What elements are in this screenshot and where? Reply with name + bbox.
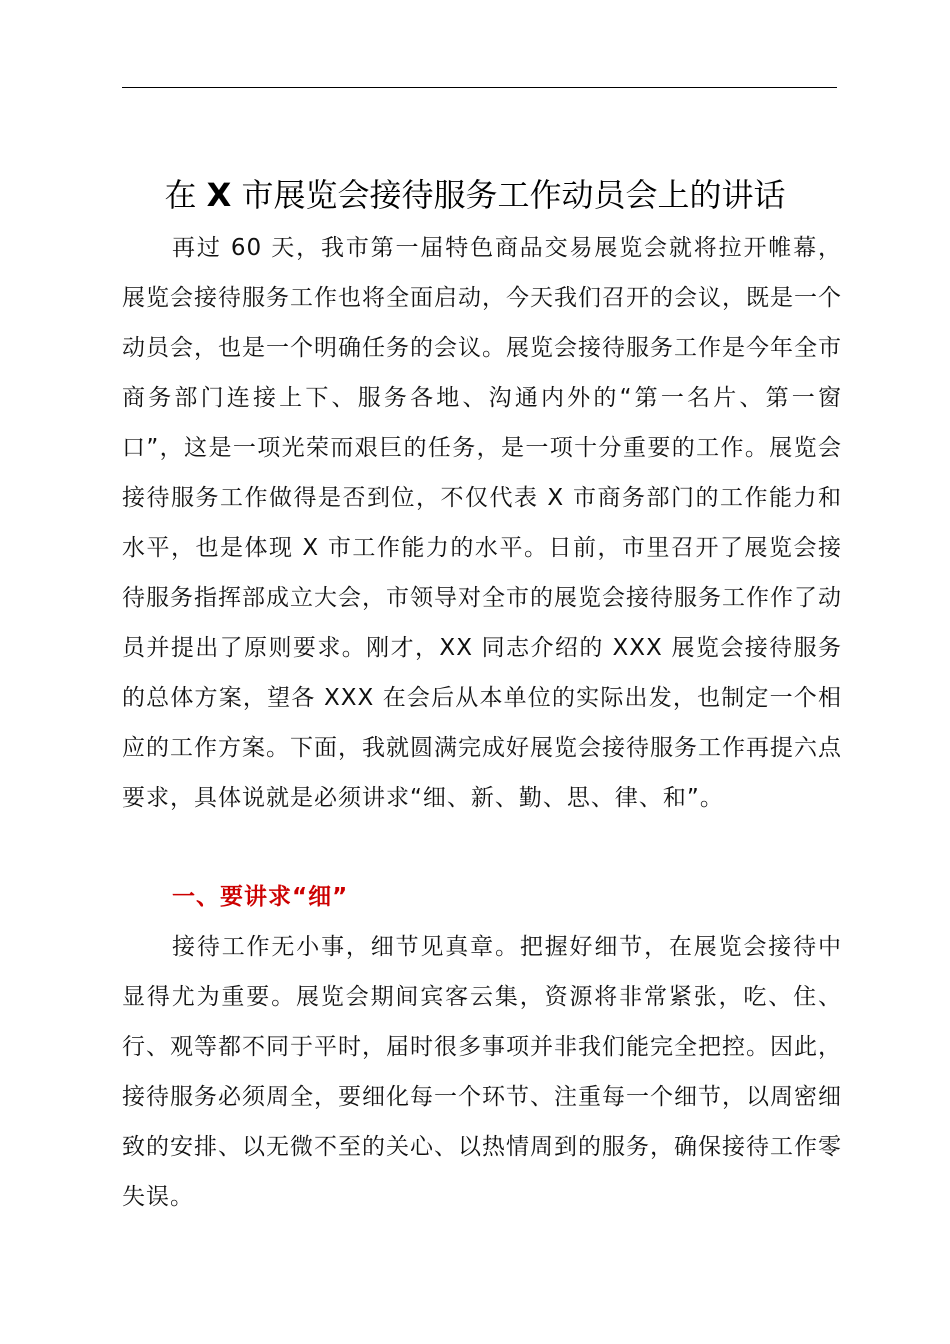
paragraph-section-1: 接待工作无小事，细节见真章。把握好细节，在展览会接待中显得尤为重要。展览会期间宾客云集，资源将非常紧张，吃、住、行、观等都不同于平时，届时很多事项并非我们能完全把控。因此，接待服务必须周全，要细化每一个环节、注重每一个细节，以周密细致的安排、以无微不至的关心、以热情周到的服务，确保接待工作零失误。 xyxy=(122,934,842,1210)
paragraph-intro: 再过 60 天，我市第一届特色商品交易展览会就将拉开帷幕，展览会接待服务工作也将全面启动，今天我们召开的会议，既是一个动员会，也是一个明确任务的会议。展览会接待服务工作是今年全市商务部门连接上下、服务各地、沟通内外的“第一名片、第一窗口”，这是一项光荣而艰巨的任务，是一项十分重要的工作。展览会接待服务工作做得是否到位，不仅代表 X 市商务部门的工作能力和水平，也是体现 X 市工作能力的水平。日前，市里召开了展览会接待服务指挥部成立大会，市领导对全市的展览会接待服务工作作了动员并提出了原则要求。刚才，XX 同志介绍的 XXX 展览会接待服务的总体方案，望各 XXX 在会后从本单位的实际出发，也制定一个相应的工作方案。下面，我就圆满完成好展览会接待服务工作再提六点要求，具体说就是必须讲求“细、新、勤、思、律、和”。 xyxy=(122,235,842,811)
title-prefix: 在 xyxy=(164,176,207,215)
section-heading-1: 一、要讲求“细” xyxy=(172,884,349,910)
title-city-x: X xyxy=(206,176,232,215)
header-rule xyxy=(122,87,837,88)
title-suffix: 市展览会接待服务工作动员会上的讲话 xyxy=(231,176,786,215)
document-title xyxy=(0,171,950,219)
